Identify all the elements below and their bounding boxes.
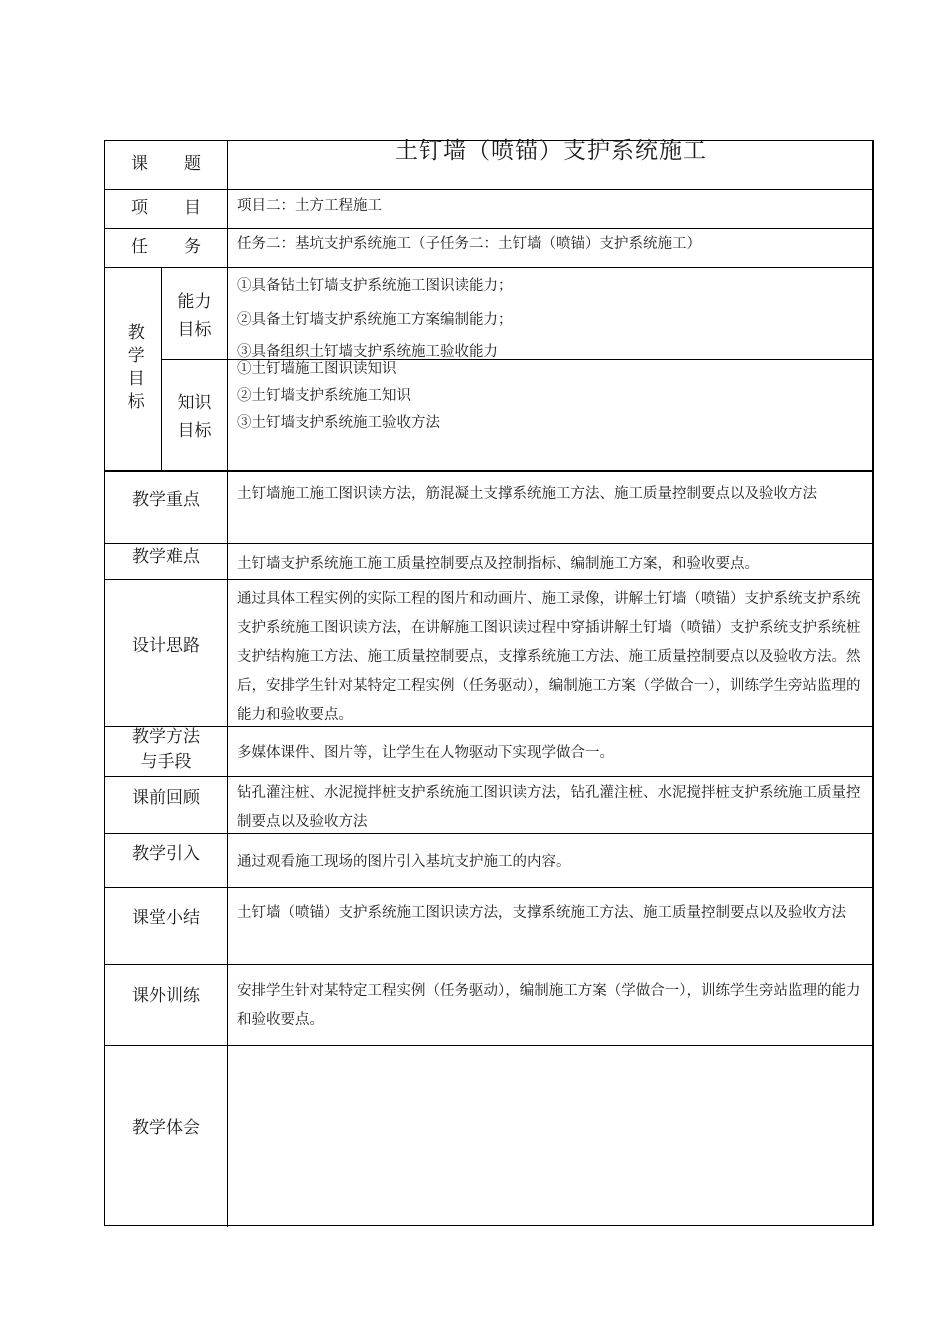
methods-label-line: 与手段 — [140, 752, 192, 772]
project-label-char: 项 — [131, 197, 148, 218]
row-divider — [105, 1045, 872, 1046]
task-label-char: 务 — [184, 236, 201, 257]
ability-goal-label-line: 目标 — [177, 320, 212, 340]
training-label: 课外训练 — [132, 986, 200, 1007]
design-value: 通过具体工程实例的实际工程的图片和动画片、施工录像，讲解土钉墙（喷锚）支护系统支护系统支护系统施工图识读方法，在讲解施工图识读过程中穿插讲解土钉墙（喷锚）支护系统支护系统桩支护结构施工方法、施工质量控制要点，支撑系统施工方法、施工质量控制要点以及验收方法。然后，安排学生针对某特定工程实例（任务驱动），编制施工方案（学做合一），训练学生旁站监理的能力和验收要点。 — [237, 591, 861, 723]
lesson-plan-table — [104, 140, 874, 1226]
topic-label-char: 题 — [184, 154, 201, 175]
topic-label-char: 课 — [131, 154, 148, 175]
row-divider — [105, 964, 872, 965]
key-points-value: 土钉墙施工施工图识读方法，筋混凝土支撑系统施工方法、施工质量控制要点以及验收方法 — [237, 486, 817, 502]
goals-label-text: 教学目标 — [123, 322, 144, 415]
task-label-char: 任 — [131, 236, 148, 257]
summary-label: 课堂小结 — [132, 908, 200, 929]
intro-value: 通过观看施工现场的图片引入基坑支护施工的内容。 — [237, 854, 571, 870]
project-label — [105, 189, 227, 228]
review-value: 钻孔灌注桩、水泥搅拌桩支护系统施工图识读方法，钻孔灌注桩、水泥搅拌桩支护系统施工质量控制要点以及验收方法 — [237, 785, 861, 830]
reflection-label: 教学体会 — [132, 1118, 200, 1139]
knowledge-goal-label — [162, 386, 227, 448]
knowledge-goal-label-line: 知识 — [177, 393, 212, 413]
task-value: 任务二：基坑支护系统施工（子任务二：土钉墙（喷锚）支护系统施工） — [237, 236, 701, 252]
topic-title: 土钉墙（喷锚）支护系统施工 — [395, 138, 707, 164]
design-label: 设计思路 — [132, 636, 200, 657]
row-divider — [105, 776, 872, 777]
knowledge-goal-list — [228, 356, 874, 437]
intro-label: 教学引入 — [132, 844, 200, 865]
review-label: 课前回顾 — [132, 788, 200, 809]
ability-goal-item: ①具备钻土钉墙支护系统施工图识读能力； — [237, 278, 513, 294]
knowledge-goal-item: ②土钉墙支护系统施工知识 — [237, 388, 411, 404]
ability-goal-list — [228, 269, 874, 369]
task-label — [105, 228, 227, 267]
summary-value: 土钉墙（喷锚）支护系统施工图识读方法，支撑系统施工方法、施工质量控制要点以及验收方法 — [237, 905, 846, 921]
ability-goal-item: ②具备土钉墙支护系统施工方案编制能力； — [237, 312, 513, 328]
methods-label-line: 教学方法 — [132, 727, 200, 747]
knowledge-goal-item: ③土钉墙支护系统施工验收方法 — [237, 415, 440, 431]
methods-label — [105, 725, 227, 775]
key-points-label: 教学重点 — [132, 490, 200, 511]
ability-goal-label-line: 能力 — [177, 292, 212, 312]
reflection-value[interactable] — [228, 1053, 874, 1223]
difficulties-label: 教学难点 — [132, 547, 200, 568]
goals-label — [105, 267, 161, 470]
project-label-char: 目 — [184, 197, 201, 218]
row-divider — [105, 579, 872, 580]
topic-label — [105, 141, 227, 189]
knowledge-goal-item: ①土钉墙施工图识读知识 — [237, 361, 397, 377]
knowledge-goal-label-line: 目标 — [177, 421, 212, 441]
project-value: 项目二：土方工程施工 — [237, 198, 382, 214]
training-value: 安排学生针对某特定工程实例（任务驱动），编制施工方案（学做合一），训练学生旁站监理的能力和验收要点。 — [237, 983, 861, 1028]
methods-value: 多媒体课件、图片等，让学生在人物驱动下实现学做合一。 — [237, 745, 614, 761]
row-divider — [105, 887, 872, 888]
ability-goal-item: ③具备组织土钉墙支护系统施工验收能力 — [237, 344, 498, 360]
row-divider — [105, 470, 872, 472]
difficulties-value: 土钉墙支护系统施工施工质量控制要点及控制指标、编制施工方案，和验收要点。 — [237, 556, 759, 572]
row-divider — [105, 267, 872, 268]
ability-goal-label — [162, 283, 227, 349]
